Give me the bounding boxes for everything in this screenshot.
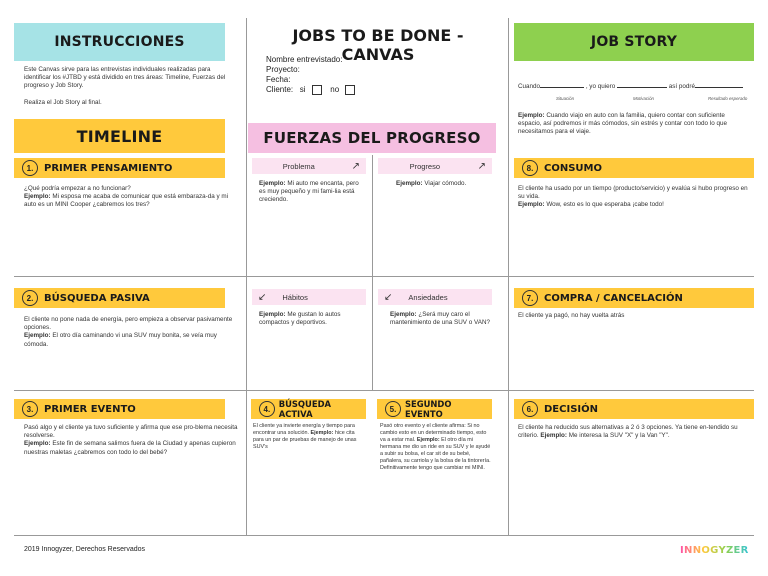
project-label: Proyecto: (266, 65, 300, 74)
section-label: COMPRA / CANCELACIÓN (544, 292, 683, 304)
page-title: JOBS TO BE DONE - CANVAS (292, 26, 464, 64)
step-number-2: 2. (22, 290, 38, 306)
section-segundo-evento (377, 399, 492, 419)
divider-left (246, 18, 247, 536)
section-consumo (514, 158, 754, 178)
caption-situation: Situación (556, 96, 575, 101)
section-label: CONSUMO (544, 162, 602, 174)
busqueda-activa-text: El cliente ya invierte energía y tiempo para encontrar una solución. Ejemplo: hice cita para un par de pruebas de manejo de unas SUV's (253, 423, 357, 450)
busqueda-pasiva-text: El cliente no pone nada de energía, pero empieza a observar pasivamente opciones. Ejemplo: El otro día caminando vi una SUV muy bonita, se veía muy cómoda. (24, 316, 233, 348)
yes-label: si (299, 85, 306, 95)
section-primer-pensamiento (14, 158, 225, 178)
anxieties-box (378, 289, 492, 305)
divider-forces-middle (372, 155, 373, 390)
arrow-up-right-icon: ↗ (351, 160, 360, 172)
timeline-title: TIMELINE (76, 126, 163, 146)
habits-label: Hábitos (282, 292, 308, 302)
yes-checkbox[interactable] (312, 85, 322, 95)
section-busqueda-activa (251, 399, 366, 419)
timeline-banner (14, 119, 225, 153)
arrow-up-right-icon: ↗ (477, 160, 486, 172)
problem-example: Ejemplo: Mi auto me encanta, pero es muy pequeño y mi fami-lia está creciendo. (259, 180, 359, 204)
client-label: Cliente: (266, 85, 294, 95)
habits-example: Ejemplo: Me gustan lo autos compactos y deportivos. (259, 311, 341, 327)
forces-title: FUERZAS DEL PROGRESO (263, 129, 481, 147)
consumo-text: El cliente ha usado por un tiempo (producto/servicio) y evalúa si hubo progreso en su vida. Ejemplo: Wow, esto es lo que esperaba ¡cabe todo! (518, 185, 748, 209)
problem-label: Problema (282, 161, 315, 171)
no-checkbox[interactable] (345, 85, 355, 95)
section-primer-evento (14, 399, 225, 419)
step-number-1: 1. (22, 160, 38, 176)
interview-fields (266, 55, 359, 95)
step-number-5: 5. (385, 401, 401, 417)
caption-result: Resultado esperado (708, 96, 748, 101)
job-story-title: JOB STORY (590, 34, 678, 50)
step-number-7: 7. (522, 290, 538, 306)
innogyzer-logo: INNOGYZER (680, 545, 749, 556)
no-label: no (330, 85, 340, 95)
section-label: PRIMER PENSAMIENTO (44, 162, 173, 174)
section-label: SEGUNDO EVENTO (404, 399, 452, 419)
instructions-banner (14, 23, 225, 61)
instructions-text: Este Canvas sirve para las entrevistas individuales realizadas para identificar los #JTBD y está dividido en tres áreas: Timeline, Fuerzas del progreso y Job Story. Realiza el Job Story al final. (24, 66, 226, 106)
row-divider-2 (14, 390, 754, 391)
step-number-3: 3. (22, 401, 38, 417)
instructions-title: INSTRUCCIONES (54, 34, 185, 50)
section-busqueda-pasiva (14, 288, 225, 308)
caption-motivation: Motivación (633, 96, 654, 101)
section-compra-cancelacion (514, 288, 754, 308)
compra-cancelacion-text: El cliente ya pagó, no hay vuelta atrás (518, 312, 625, 319)
job-story-when: Cuando (518, 83, 541, 90)
job-story-can: así podré (668, 83, 695, 90)
habits-box (252, 289, 366, 305)
arrow-down-left-icon: ↙ (384, 291, 393, 303)
section-label: DECISIÓN (544, 403, 598, 415)
forces-mid-divider (247, 276, 508, 277)
job-story-banner (514, 23, 754, 61)
section-label: BÚSQUEDA ACTIVA (278, 399, 332, 419)
client-row (266, 85, 359, 95)
problem-box (252, 158, 366, 174)
section-label: BÚSQUEDA PASIVA (44, 292, 150, 304)
divider-right (508, 18, 509, 536)
progress-example: Ejemplo: Viajar cómodo. (396, 180, 467, 187)
primer-evento-text: Pasó algo y el cliente ya tuvo suficiente y afirma que ese pro-blema necesita resolverse. Ejemplo: Este fin de semana salimos fuera de la Ciudad y apenas cupieron nuestras maletas ¿cabremos con todo lo del bebé? (24, 424, 238, 456)
decision-text: El cliente ha reducido sus alternativas a 2 ó 3 opciones. Ya tiene en-tendido su criterio. Ejemplo: Me interesa la SUV "X" y la Van "Y". (518, 424, 738, 440)
arrow-down-left-icon: ↙ (258, 291, 267, 303)
job-story-template (518, 83, 754, 90)
bottom-divider (14, 535, 754, 536)
step-number-4: 4. (259, 401, 275, 417)
step-number-8: 8. (522, 160, 538, 176)
forces-banner (248, 123, 496, 153)
interviewee-label: Nombre entrevistado: (266, 55, 343, 64)
primer-pensamiento-text: ¿Qué podría empezar a no funcionar? Ejemplo: Mi esposa me acaba de comunicar que está embaraza-da y mi auto es un MINI Cooper ¿cabremos los tres? (24, 185, 229, 209)
step-number-6: 6. (522, 401, 538, 417)
job-story-want: , yo quiero (585, 83, 616, 90)
job-story-example: Ejemplo: Cuando viajo en auto con la familia, quiero contar con suficiente espacio, así podremos ir más cómodos, sin estrés y contar con todo lo que necesitamos para el viaje. (518, 112, 727, 136)
progress-label: Progreso (409, 161, 441, 171)
section-label: PRIMER EVENTO (44, 403, 136, 415)
copyright: 2019 Innogyzer, Derechos Reservados (24, 546, 146, 553)
anxieties-label: Ansiedades (408, 292, 448, 302)
anxieties-example: Ejemplo: ¿Será muy caro el mantenimiento de una SUV o VAN? (390, 311, 490, 327)
segundo-evento-text: Pasó otro evento y el cliente afirma: Si no cambio esto en un determinado tiempo, esto va a estar mal. Ejemplo: El otro día mi hermana me dio un ride en su SUV y le ayudé a subir su bolsa, el car sit de su bebé, pañalera, su carriola y la bolsa de la tintorería. Definitivamente tengo que cambiar mi MINI. (380, 423, 491, 471)
date-label: Fecha: (266, 75, 291, 84)
section-decision (514, 399, 754, 419)
progress-box (378, 158, 492, 174)
